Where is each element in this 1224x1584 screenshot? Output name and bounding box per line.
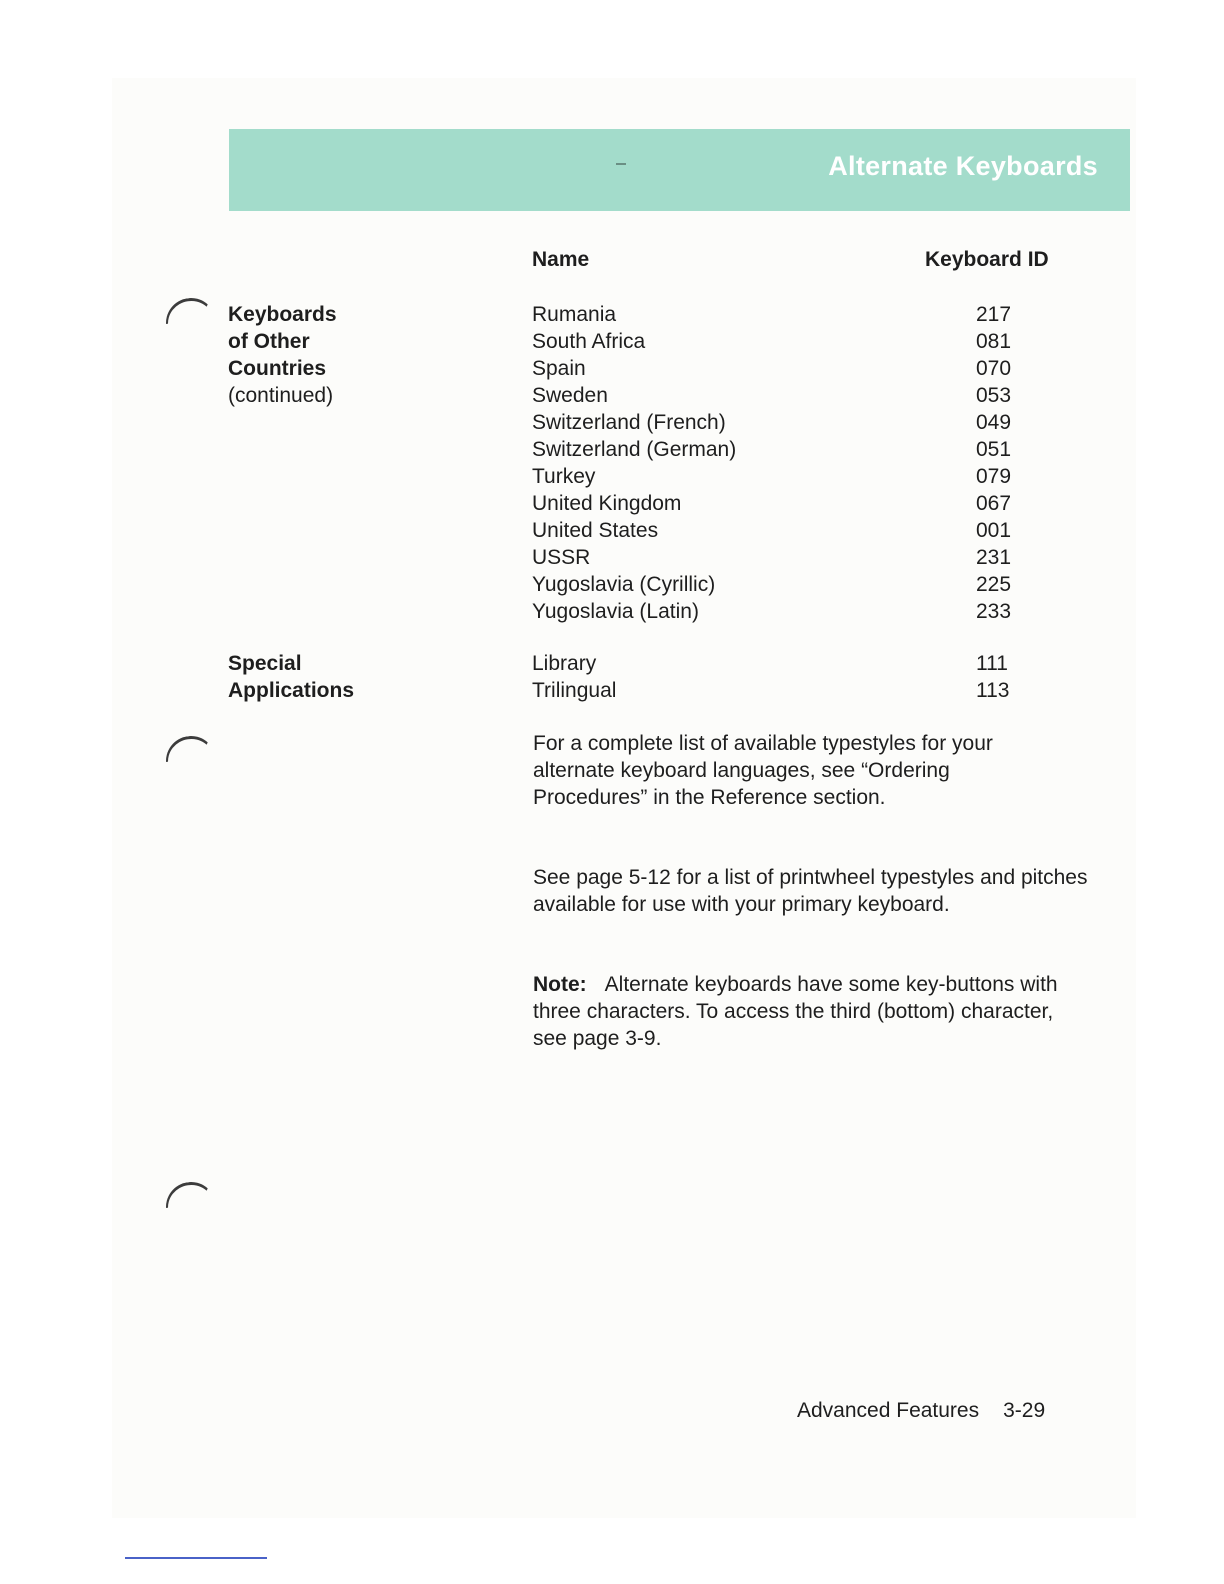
table-row — [532, 544, 1032, 571]
page-footer — [797, 1399, 1045, 1423]
keyboard-id: 049 — [976, 411, 1012, 434]
heading-line: of Other — [228, 330, 310, 353]
heading-line: Keyboards — [228, 303, 337, 326]
keyboard-name: United States — [532, 519, 659, 542]
keyboard-name: Switzerland (German) — [532, 438, 737, 461]
keyboard-id: 051 — [976, 438, 1012, 461]
section-heading-other-countries — [228, 301, 337, 409]
keyboard-name: United Kingdom — [532, 492, 682, 515]
keyboard-name: Trilingual — [532, 679, 617, 702]
keyboard-name: Yugoslavia (Latin) — [532, 600, 699, 623]
table-row — [532, 650, 1032, 677]
keyboard-name: Spain — [532, 357, 586, 380]
keyboard-name: Yugoslavia (Cyrillic) — [532, 573, 716, 596]
keyboard-id: 111 — [976, 652, 1008, 675]
table-row — [532, 382, 1032, 409]
keyboard-id: 231 — [976, 546, 1012, 569]
section-heading-special-applications — [228, 650, 354, 704]
page-title: Alternate Keyboards — [828, 151, 1098, 181]
table-row — [532, 463, 1032, 490]
keyboard-name: Rumania — [532, 303, 617, 326]
page-number: 3-29 — [1003, 1399, 1046, 1422]
keyboard-id: 001 — [976, 519, 1012, 542]
keyboard-name: Switzerland (French) — [532, 411, 726, 434]
table-row — [532, 598, 1032, 625]
keyboard-id: 079 — [976, 465, 1012, 488]
note-text: Alternate keyboards have some key-buttons with three characters. To access the third (bottom) character, see page 3-9. — [533, 973, 1058, 1050]
keyboard-id: 053 — [976, 384, 1012, 407]
table-row — [532, 301, 1032, 328]
keyboard-table-special — [532, 650, 1032, 704]
footer-section: Advanced Features — [797, 1399, 980, 1422]
keyboard-id: 225 — [976, 573, 1012, 596]
table-row — [532, 328, 1032, 355]
keyboard-id: 217 — [976, 303, 1012, 326]
column-header-name: Name — [532, 248, 590, 271]
keyboard-name: Turkey — [532, 465, 596, 488]
scan-edge-line — [125, 1557, 267, 1559]
keyboard-id: 233 — [976, 600, 1012, 623]
header-mark — [616, 163, 626, 165]
keyboard-id: 070 — [976, 357, 1012, 380]
table-row — [532, 571, 1032, 598]
keyboard-id: 081 — [976, 330, 1012, 353]
heading-line: Special — [228, 652, 302, 675]
column-header-keyboard-id: Keyboard ID — [925, 248, 1049, 271]
table-row — [532, 517, 1032, 544]
heading-line: Applications — [228, 679, 355, 702]
header-band — [229, 129, 1130, 211]
heading-line: Countries — [228, 357, 327, 380]
table-row — [532, 355, 1032, 382]
table-row — [532, 490, 1032, 517]
keyboard-name: Sweden — [532, 384, 608, 407]
table-row — [532, 436, 1032, 463]
note-paragraph — [533, 971, 1063, 1052]
note-label: Note: — [533, 973, 587, 996]
heading-note: (continued) — [228, 384, 334, 407]
table-row — [532, 409, 1032, 436]
keyboard-name: South Africa — [532, 330, 646, 353]
table-row — [532, 677, 1032, 704]
typestyles-paragraph: For a complete list of available typestyles for your alternate keyboard languages, see “Ordering Procedures” in the Reference section. — [533, 732, 993, 809]
keyboard-name: Library — [532, 652, 597, 675]
keyboard-id: 113 — [976, 679, 1010, 702]
printwheel-paragraph: See page 5-12 for a list of printwheel typestyles and pitches available for use with your primary keyboard. — [533, 866, 1088, 916]
keyboard-table-countries — [532, 301, 1032, 625]
keyboard-id: 067 — [976, 492, 1012, 515]
keyboard-name: USSR — [532, 546, 591, 569]
